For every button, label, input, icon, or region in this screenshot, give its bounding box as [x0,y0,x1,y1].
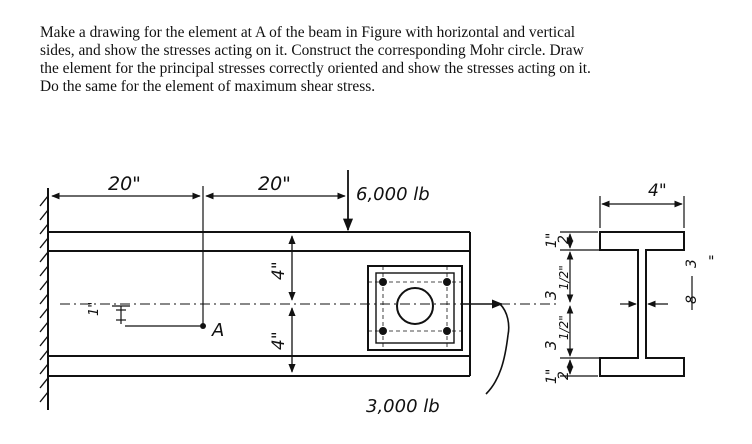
section-top-dim-den: 2 [556,235,572,244]
web-thickness-num: 3 [684,259,700,268]
horizontal-load-label: 3,000 lb [366,396,440,417]
bolted-plate [368,266,462,350]
flange-width-label: 4" [648,181,667,201]
section-bottom-dim-den: 2 [556,371,572,380]
lower-depth-label: 4" [269,331,289,350]
i-beam-cross-section [600,232,684,376]
point-a-marker [125,323,206,329]
section-lower-web-frac: 1/2" [557,315,571,340]
web-thickness-unit: " [708,254,715,270]
section-bottom-dim: 1" [544,368,560,384]
point-a-label: A [212,320,225,341]
problem-line-3: the element for the principal stresses correctly oriented and show the stresses acting on it. [40,60,591,77]
web-thickness-den: 8 [684,295,700,304]
dim-left-label: 20" [108,173,141,195]
a-offset-dimension [112,306,130,324]
problem-line-4: Do the same for the element of maximum shear stress. [40,78,376,95]
section-lower-web-dim: 3 [542,340,560,350]
vertical-load-label: 6,000 lb [356,184,430,205]
problem-line-1: Make a drawing for the element at A of the beam in Figure with horizontal and vertical [40,24,576,41]
web-thickness-dimension [620,276,692,310]
section-upper-web-frac: 1/2" [557,265,571,290]
fixed-wall [40,188,48,410]
dim-mid-label: 20" [258,173,291,195]
problem-line-2: sides, and show the stresses acting on it. Construct the corresponding Mohr circle. Draw [40,42,584,59]
section-upper-web-dim: 3 [542,290,560,300]
flange-width-dimension [600,196,684,228]
a-offset-label: 1" [87,301,102,316]
upper-depth-label: 4" [269,261,289,280]
section-top-dim: 1" [544,232,560,248]
